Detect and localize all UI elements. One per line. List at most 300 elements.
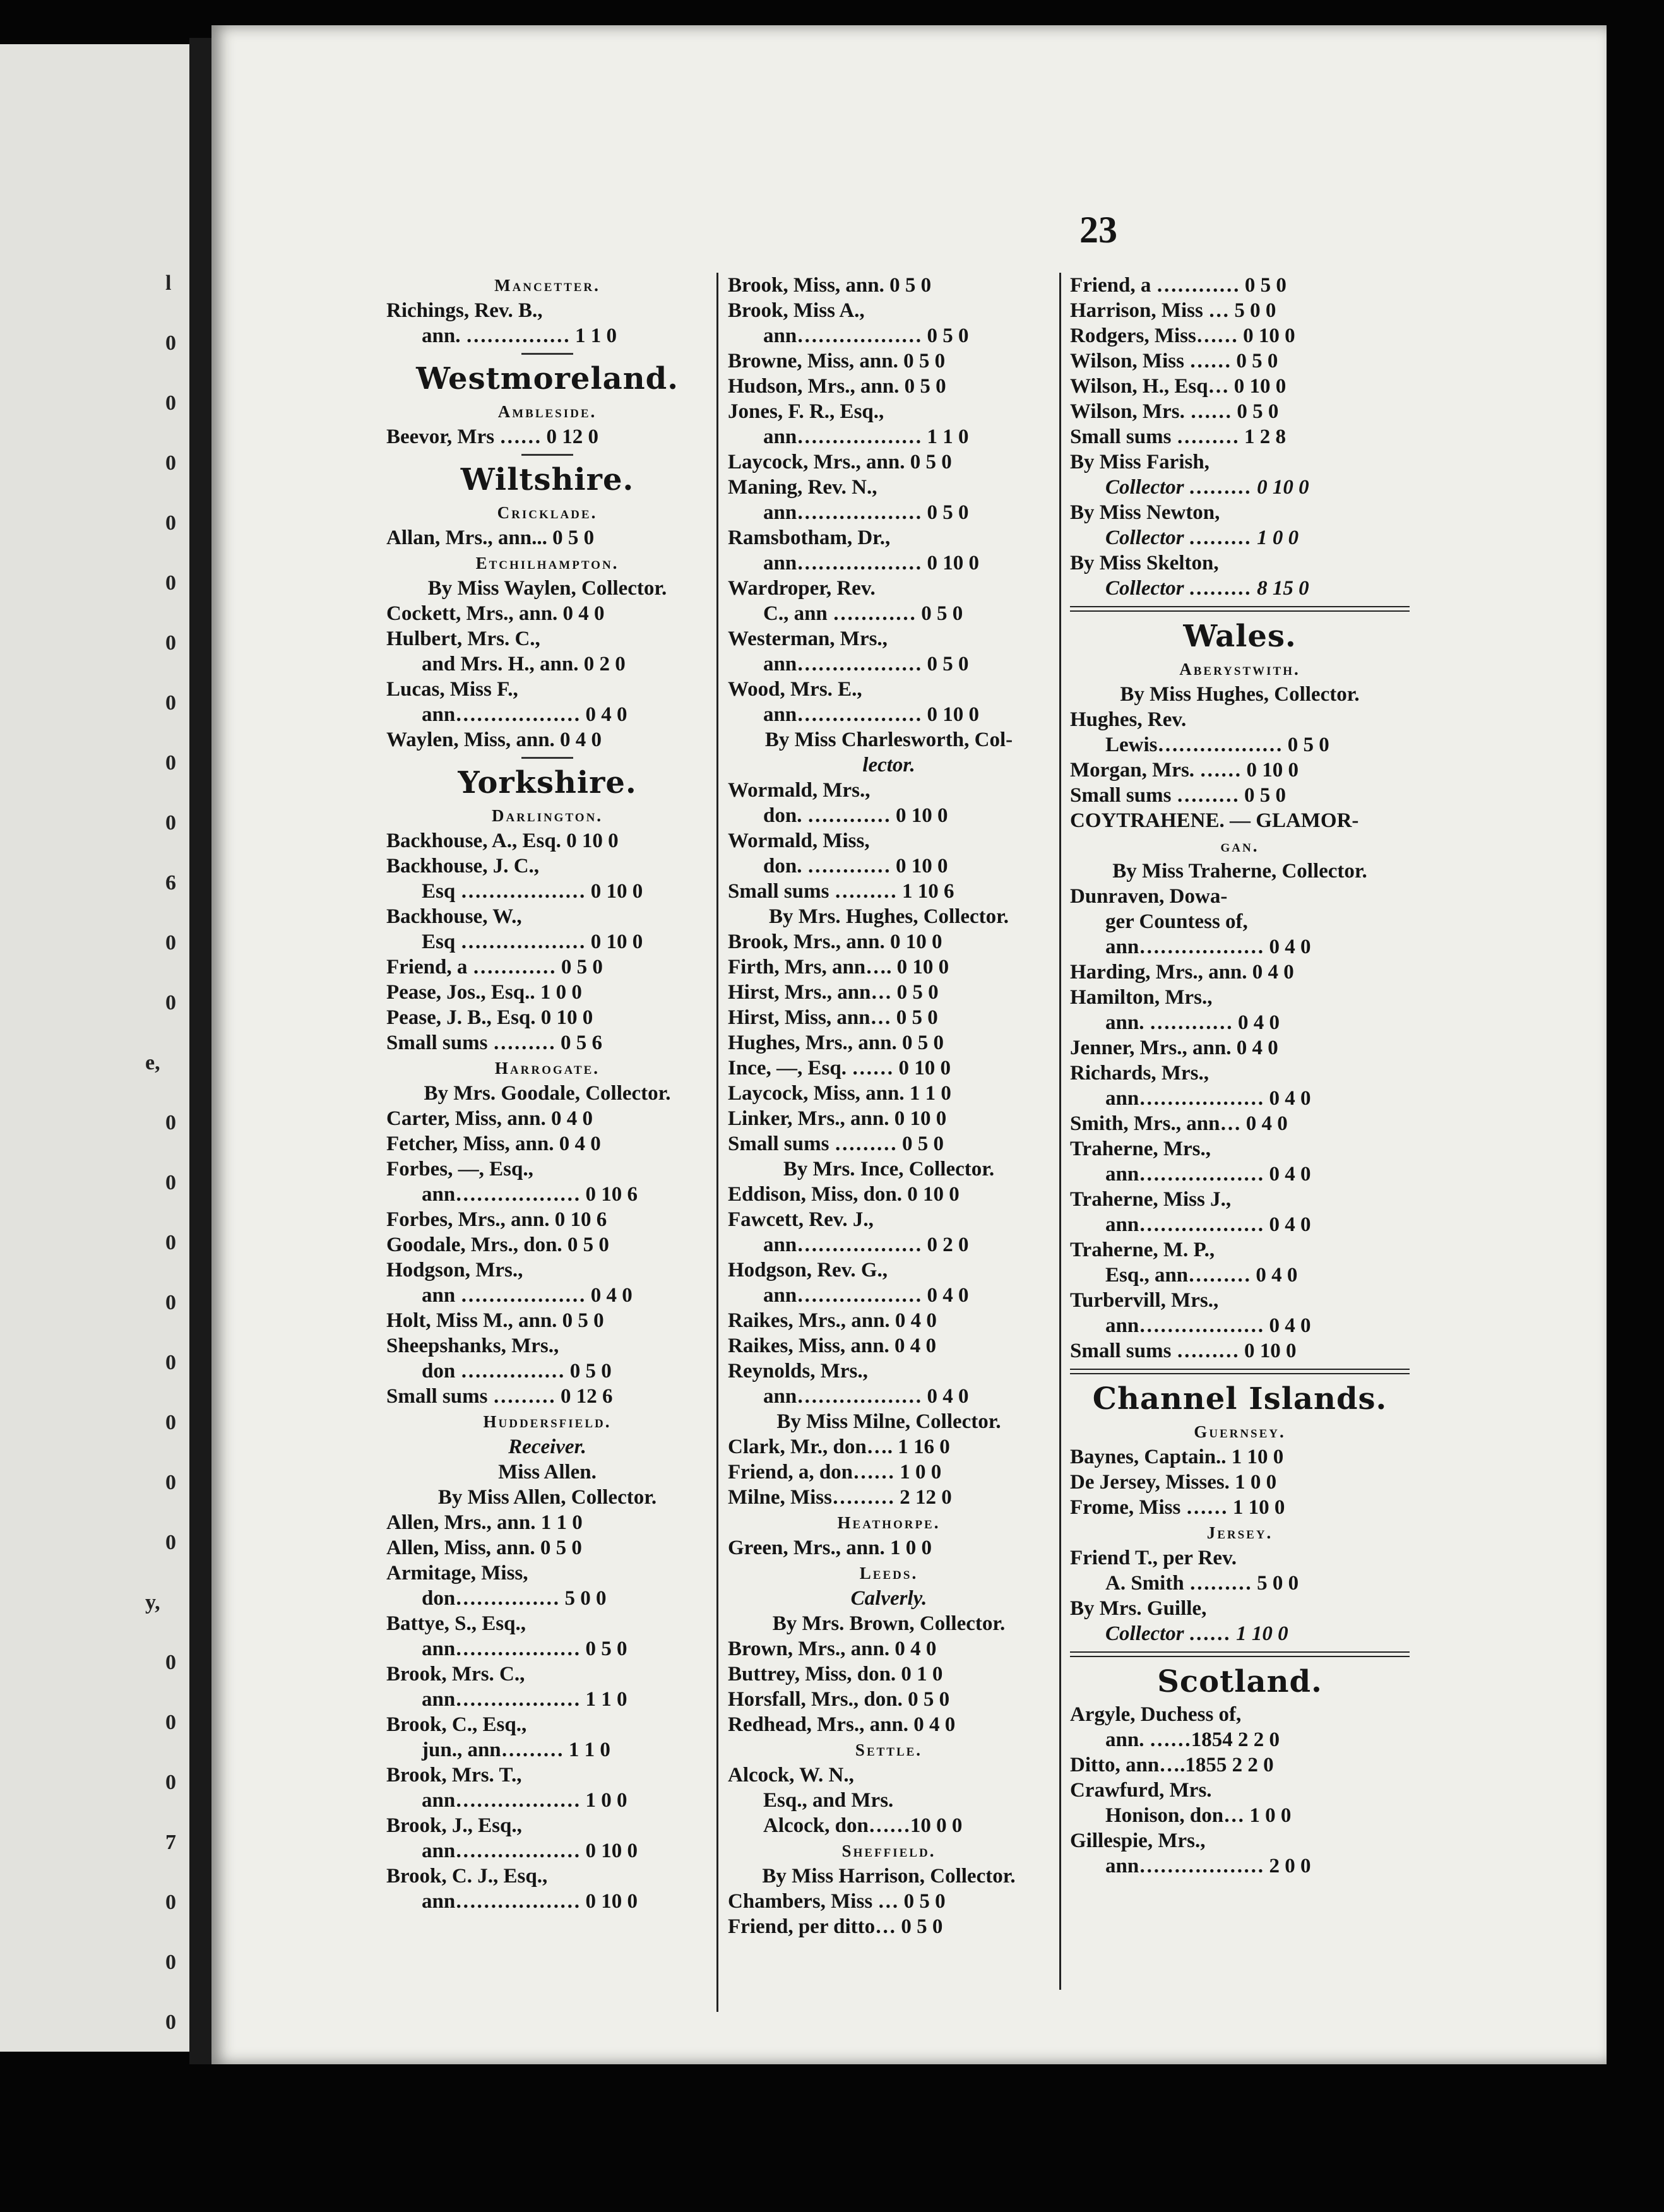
collector-line	[386, 576, 708, 601]
entry-text: Ambleside.	[497, 402, 597, 421]
subscriber-entry	[386, 1838, 708, 1864]
margin-fragment: 0	[165, 931, 176, 954]
entry-text: Hirst, Miss, ann… 0 5 0	[728, 1006, 938, 1029]
collector-line	[1070, 682, 1410, 707]
subscriber-entry	[1070, 1288, 1410, 1313]
subscriber-entry	[1070, 1061, 1410, 1086]
subscriber-entry	[1070, 909, 1410, 934]
subscriber-entry	[728, 1333, 1050, 1359]
entry-text: Brook, Miss, ann. 0 5 0	[728, 274, 932, 297]
collector-line	[728, 1864, 1050, 1889]
entry-text: Westerman, Mrs.,	[728, 627, 888, 650]
subscriber-entry	[386, 1889, 708, 1914]
entry-text: Gillespie, Mrs.,	[1070, 1829, 1206, 1852]
subscriber-entry	[728, 525, 1050, 550]
subscriber-entry	[1070, 1828, 1410, 1853]
margin-fragment: 0	[165, 1531, 176, 1554]
subscriber-entry	[386, 1788, 708, 1813]
entry-text: By Miss Harrison, Collector.	[762, 1865, 1016, 1888]
margin-fragment: 0	[165, 811, 176, 835]
subscriber-entry	[728, 828, 1050, 853]
place-heading	[1070, 833, 1410, 859]
entry-text: Wormald, Mrs.,	[728, 779, 871, 802]
entry-text: ann……………… 1 1 0	[422, 1688, 627, 1711]
entry-text: Hamilton, Mrs.,	[1070, 986, 1213, 1009]
entry-text: Esq ……………… 0 10 0	[422, 880, 643, 903]
entry-text: By Miss Hughes, Collector.	[1120, 683, 1360, 706]
subscriber-entry	[728, 651, 1050, 677]
subscriber-entry	[386, 1005, 708, 1030]
subscriber-entry	[1070, 758, 1410, 783]
margin-fragment: 0	[165, 1771, 176, 1794]
entry-text: Turbervill, Mrs.,	[1070, 1289, 1219, 1312]
entry-text: ann……………… 0 10 0	[422, 1890, 638, 1913]
entry-text: Ramsbotham, Dr.,	[728, 526, 891, 549]
entry-text: Small sums ……… 0 10 0	[1070, 1340, 1297, 1362]
subscriber-entry	[728, 475, 1050, 500]
subscriber-entry	[1070, 1495, 1410, 1520]
subscriber-entry	[1070, 348, 1410, 374]
subscriber-entry	[386, 954, 708, 980]
subscriber-entry	[386, 651, 708, 677]
subscriber-entry	[386, 1636, 708, 1662]
entry-text: Alcock, W. N.,	[728, 1764, 854, 1787]
entry-text: Small sums ……… 0 5 0	[728, 1133, 944, 1155]
subscriber-entry	[386, 1864, 708, 1889]
margin-fragment: 0	[165, 1951, 176, 1974]
entry-text: Collector ……… 0 10 0	[1105, 476, 1309, 499]
subscriber-entry	[1070, 934, 1410, 960]
entry-text: Beevor, Mrs …… 0 12 0	[386, 425, 599, 448]
subscriber-entry	[1070, 1313, 1410, 1338]
margin-fragment: 0	[165, 991, 176, 1014]
margin-fragment: 7	[165, 1831, 176, 1854]
subscriber-entry	[1070, 1212, 1410, 1237]
subscriber-entry	[728, 1687, 1050, 1712]
entry-text: Wilson, Miss …… 0 5 0	[1070, 350, 1278, 372]
county-heading: Westmoreland.	[416, 361, 679, 396]
column-1	[386, 273, 708, 1914]
double-rule	[1070, 601, 1410, 616]
entry-text: and Mrs. H., ann. 0 2 0	[422, 653, 626, 675]
previous-page-edge	[0, 44, 189, 2052]
entry-text: Green, Mrs., ann. 1 0 0	[728, 1537, 932, 1559]
county-heading: Yorkshire.	[458, 765, 637, 800]
subscriber-entry	[1070, 374, 1410, 399]
margin-fragment: 0	[165, 1351, 176, 1374]
collector-line	[728, 727, 1050, 752]
entry-text: Jones, F. R., Esq.,	[728, 400, 884, 423]
entry-text: Huddersfield.	[483, 1412, 612, 1431]
margin-fragment: 0	[165, 1891, 176, 1914]
entry-text: Forbes, Mrs., ann. 0 10 6	[386, 1208, 607, 1231]
place-heading	[386, 550, 708, 576]
entry-text: Small sums ……… 0 5 0	[1070, 784, 1286, 807]
entry-text: ann……………… 0 4 0	[1105, 1087, 1311, 1110]
county-heading: Channel Islands.	[1092, 1381, 1388, 1417]
page-number: 23	[1079, 209, 1117, 251]
subscriber-entry	[1070, 1727, 1410, 1752]
entry-text: Maning, Rev. N.,	[728, 476, 877, 499]
entry-text: ann……………… 0 10 0	[422, 1840, 638, 1862]
entry-text: Settle.	[855, 1740, 923, 1759]
entry-text: Esq ……………… 0 10 0	[422, 931, 643, 953]
margin-fragment: 0	[165, 511, 176, 535]
subscriber-entry	[728, 778, 1050, 803]
margin-fragment: l	[165, 271, 172, 295]
subscriber-entry	[1070, 550, 1410, 576]
subscriber-entry	[728, 550, 1050, 576]
entry-text: Jenner, Mrs., ann. 0 4 0	[1070, 1037, 1278, 1059]
column-rule-1	[716, 273, 718, 2012]
entry-text: don …………… 0 5 0	[422, 1360, 612, 1382]
subscriber-entry	[1070, 1136, 1410, 1162]
entry-text: Allan, Mrs., ann... 0 5 0	[386, 526, 595, 549]
subscriber-entry	[728, 1485, 1050, 1510]
double-rule	[1070, 1364, 1410, 1379]
subscriber-entry	[728, 980, 1050, 1005]
place-heading	[386, 500, 708, 525]
margin-fragment: 0	[165, 691, 176, 715]
subscriber-entry	[1070, 985, 1410, 1010]
subscriber-entry	[1070, 1035, 1410, 1061]
subscriber-entry	[386, 1813, 708, 1838]
entry-text: ann……………… 0 10 0	[763, 552, 979, 574]
entry-text: Linker, Mrs., ann. 0 10 0	[728, 1107, 947, 1130]
subscriber-entry	[1070, 399, 1410, 424]
entry-text: ann……………… 0 4 0	[763, 1284, 969, 1307]
subscriber-entry	[728, 576, 1050, 601]
subscriber-entry	[1070, 1187, 1410, 1212]
subscriber-entry	[386, 1207, 708, 1232]
subscriber-entry	[728, 1889, 1050, 1914]
place-heading	[386, 803, 708, 828]
entry-text: Hulbert, Mrs. C.,	[386, 627, 540, 650]
entry-text: Baynes, Captain.. 1 10 0	[1070, 1446, 1284, 1468]
entry-text: Heathorpe.	[837, 1513, 941, 1532]
entry-text: By Mrs. Hughes, Collector.	[768, 905, 1009, 928]
place-heading	[1070, 1419, 1410, 1444]
collector-line	[1070, 859, 1410, 884]
entry-text: Pease, J. B., Esq. 0 10 0	[386, 1006, 593, 1029]
entry-text: Brook, C., Esq.,	[386, 1713, 527, 1736]
entry-text: ann……………… 0 4 0	[1105, 1213, 1311, 1236]
subscriber-entry	[728, 1030, 1050, 1055]
place-heading	[386, 1055, 708, 1081]
entry-text: Brook, J., Esq.,	[386, 1814, 522, 1837]
place-heading	[386, 1409, 708, 1434]
place-heading	[728, 1737, 1050, 1763]
double-rule	[1070, 1646, 1410, 1662]
subscriber-entry	[728, 1131, 1050, 1157]
entry-text: Darlington.	[491, 806, 603, 825]
subscriber-entry	[1070, 500, 1410, 525]
subscriber-entry	[386, 1384, 708, 1409]
entry-text: By Mrs. Guille,	[1070, 1597, 1207, 1620]
entry-text: Allen, Miss, ann. 0 5 0	[386, 1537, 582, 1559]
margin-fragment: 0	[165, 1111, 176, 1134]
entry-text: Traherne, Mrs.,	[1070, 1138, 1211, 1160]
entry-text: Chambers, Miss … 0 5 0	[728, 1890, 946, 1913]
collector-line	[728, 904, 1050, 929]
column-rule-2	[1059, 273, 1061, 1990]
entry-text: Traherne, M. P.,	[1070, 1239, 1215, 1261]
subscriber-entry	[728, 1914, 1050, 1939]
subscriber-entry	[386, 904, 708, 929]
subscriber-entry	[386, 1737, 708, 1763]
subscriber-entry	[386, 1561, 708, 1586]
entry-text: Rodgers, Miss…… 0 10 0	[1070, 324, 1295, 347]
entry-text: De Jersey, Misses. 1 0 0	[1070, 1471, 1277, 1494]
subscriber-entry	[386, 601, 708, 626]
subscriber-entry	[728, 298, 1050, 323]
subscriber-entry	[386, 677, 708, 702]
entry-text: By Miss Newton,	[1070, 501, 1220, 524]
subscriber-entry	[728, 1308, 1050, 1333]
subscriber-entry	[386, 1510, 708, 1535]
entry-text: Backhouse, J. C.,	[386, 855, 540, 877]
entry-text: Brook, C. J., Esq.,	[386, 1865, 548, 1888]
entry-text: Esq., and Mrs.	[763, 1789, 894, 1812]
subscriber-entry	[1070, 1621, 1410, 1646]
subscriber-entry	[386, 1106, 708, 1131]
subscriber-entry	[728, 929, 1050, 954]
subscriber-entry	[386, 525, 708, 550]
entry-text: Frome, Miss …… 1 10 0	[1070, 1496, 1285, 1519]
margin-fragment: 0	[165, 631, 176, 655]
entry-text: Armitage, Miss,	[386, 1562, 528, 1585]
entry-text: Dunraven, Dowa-	[1070, 885, 1228, 908]
subscriber-entry	[728, 500, 1050, 525]
entry-text: Friend, a, don…… 1 0 0	[728, 1461, 942, 1484]
entry-text: Miss Allen.	[498, 1461, 597, 1484]
subscriber-entry	[386, 929, 708, 954]
county-heading: Scotland.	[1157, 1664, 1322, 1699]
subscriber-entry	[728, 1434, 1050, 1460]
subscriber-entry	[728, 424, 1050, 449]
entry-text: Harding, Mrs., ann. 0 4 0	[1070, 961, 1294, 984]
place-heading	[386, 273, 708, 298]
section-rule	[386, 752, 708, 763]
subscriber-entry	[1070, 1803, 1410, 1828]
entry-text: Firth, Mrs, ann…. 0 10 0	[728, 956, 949, 978]
subscriber-entry	[386, 980, 708, 1005]
subscriber-entry	[386, 323, 708, 348]
margin-fragment: 0	[165, 451, 176, 475]
column-3	[1070, 273, 1410, 1879]
entry-text: Traherne, Miss J.,	[1070, 1188, 1232, 1211]
entry-text: Hirst, Mrs., ann… 0 5 0	[728, 981, 939, 1004]
entry-text: Alcock, don……10 0 0	[763, 1814, 963, 1837]
entry-text: ann……………… 0 4 0	[1105, 1314, 1311, 1337]
entry-text: By Miss Waylen, Collector.	[427, 577, 667, 600]
margin-fragment: 0	[165, 1171, 176, 1194]
subscriber-entry	[728, 1384, 1050, 1409]
margin-fragment: 0	[165, 1471, 176, 1494]
section-rule	[386, 348, 708, 359]
subscriber-entry	[728, 1106, 1050, 1131]
entry-text: Collector ……… 8 15 0	[1105, 577, 1309, 600]
entry-text: Cricklade.	[497, 503, 598, 522]
subscriber-entry	[728, 1055, 1050, 1081]
entry-text: Brown, Mrs., ann. 0 4 0	[728, 1638, 937, 1660]
subscriber-entry	[728, 1232, 1050, 1258]
subscriber-entry	[728, 1081, 1050, 1106]
subscriber-entry	[386, 1232, 708, 1258]
entry-text: Small sums ……… 1 2 8	[1070, 425, 1286, 448]
subscriber-entry	[386, 879, 708, 904]
section-rule	[386, 449, 708, 460]
entry-text: Wood, Mrs. E.,	[728, 678, 862, 701]
entry-text: By Mrs. Ince, Collector.	[783, 1158, 995, 1180]
subscriber-entry	[1070, 1752, 1410, 1778]
entry-text: ann. ……1854 2 2 0	[1105, 1728, 1280, 1751]
collector-line	[728, 1611, 1050, 1636]
entry-text: ann……………… 0 4 0	[763, 1385, 969, 1408]
entry-text: Hudson, Mrs., ann. 0 5 0	[728, 375, 946, 398]
subscriber-entry	[386, 424, 708, 449]
entry-text: Buttrey, Miss, don. 0 1 0	[728, 1663, 943, 1686]
subscriber-entry	[1070, 960, 1410, 985]
subscriber-entry	[386, 1258, 708, 1283]
subscriber-entry	[386, 727, 708, 752]
subscriber-entry	[728, 1788, 1050, 1813]
entry-text: Forbes, —, Esq.,	[386, 1158, 533, 1180]
margin-fragment: 0	[165, 751, 176, 775]
entry-text: Wilson, H., Esq… 0 10 0	[1070, 375, 1287, 398]
subscriber-entry	[728, 954, 1050, 980]
subscriber-entry	[1070, 1338, 1410, 1364]
margin-fragment: 0	[165, 1291, 176, 1314]
subscriber-entry	[728, 374, 1050, 399]
entry-text: Receiver.	[508, 1436, 586, 1458]
subscriber-entry	[1070, 298, 1410, 323]
collector-line	[386, 1485, 708, 1510]
entry-text: Jersey.	[1206, 1523, 1273, 1542]
entry-text: COYTRAHENE. — GLAMOR-	[1070, 809, 1359, 832]
entry-text: ann ……………… 0 4 0	[422, 1284, 633, 1307]
subscriber-entry	[728, 1182, 1050, 1207]
entry-text: Clark, Mr., don…. 1 16 0	[728, 1436, 950, 1458]
entry-text: Reynolds, Mrs.,	[728, 1360, 868, 1382]
subscriber-entry	[728, 399, 1050, 424]
margin-fragment: 0	[165, 571, 176, 595]
entry-text: Milne, Miss……… 2 12 0	[728, 1486, 952, 1509]
subscriber-entry	[728, 601, 1050, 626]
subscriber-entry	[1070, 707, 1410, 732]
margin-fragment: 0	[165, 1411, 176, 1434]
entry-text: ann……………… 1 0 0	[422, 1789, 627, 1812]
entry-text: Small sums ……… 0 12 6	[386, 1385, 613, 1408]
subscriber-entry	[728, 1813, 1050, 1838]
entry-text: Fetcher, Miss, ann. 0 4 0	[386, 1133, 601, 1155]
subscriber-entry	[728, 626, 1050, 651]
entry-text: lector.	[862, 754, 915, 776]
place-heading	[1070, 657, 1410, 682]
entry-text: By Miss Farish,	[1070, 451, 1209, 473]
subscriber-entry	[1070, 525, 1410, 550]
subscriber-entry	[386, 1586, 708, 1611]
entry-text: Friend, per ditto… 0 5 0	[728, 1915, 943, 1938]
subscriber-entry	[1070, 1444, 1410, 1470]
entry-text: ger Countess of,	[1105, 910, 1248, 933]
collector-line	[728, 752, 1050, 778]
subscriber-entry	[386, 1611, 708, 1636]
entry-text: Backhouse, A., Esq. 0 10 0	[386, 830, 619, 852]
entry-text: Brook, Mrs., ann. 0 10 0	[728, 931, 942, 953]
subscriber-entry	[386, 626, 708, 651]
entry-text: ann……………… 0 4 0	[422, 703, 627, 726]
entry-text: By Miss Charlesworth, Col-	[764, 728, 1013, 751]
subscriber-entry	[728, 1460, 1050, 1485]
collector-line	[386, 1460, 708, 1485]
place-heading	[386, 399, 708, 424]
entry-text: Esq., ann……… 0 4 0	[1105, 1264, 1298, 1287]
subscriber-entry	[386, 1157, 708, 1182]
entry-text: Backhouse, W.,	[386, 905, 522, 928]
entry-text: Brook, Miss A.,	[728, 299, 865, 322]
collector-line	[728, 1157, 1050, 1182]
entry-text: Mancetter.	[494, 276, 600, 295]
subscriber-entry	[386, 1182, 708, 1207]
entry-text: Ditto, ann….1855 2 2 0	[1070, 1754, 1274, 1776]
entry-text: don…………… 5 0 0	[422, 1587, 607, 1610]
entry-text: Sheffield.	[841, 1841, 936, 1860]
entry-text: ann……………… 0 2 0	[763, 1234, 969, 1256]
subscriber-entry	[728, 879, 1050, 904]
entry-text: ann……………… 0 5 0	[763, 653, 969, 675]
entry-text: Hodgson, Mrs.,	[386, 1259, 523, 1281]
subscriber-entry	[386, 1535, 708, 1561]
subscriber-entry	[728, 1207, 1050, 1232]
entry-text: Crawfurd, Mrs.	[1070, 1779, 1212, 1802]
subscriber-entry	[386, 1333, 708, 1359]
entry-text: ann……………… 0 4 0	[1105, 1163, 1311, 1186]
entry-text: By Miss Skelton,	[1070, 552, 1219, 574]
entry-text: Brook, Mrs. T.,	[386, 1764, 522, 1787]
entry-text: Ince, —, Esq. …… 0 10 0	[728, 1057, 951, 1079]
collector-line	[386, 1081, 708, 1106]
entry-text: ann. …………… 1 1 0	[422, 324, 617, 347]
subscriber-entry	[386, 1131, 708, 1157]
entry-text: ann……………… 0 4 0	[1105, 936, 1311, 958]
entry-text: Hughes, Rev.	[1070, 708, 1187, 731]
subscriber-entry	[1070, 1111, 1410, 1136]
subscriber-entry	[1070, 323, 1410, 348]
subscriber-entry	[1070, 1162, 1410, 1187]
subscriber-entry	[386, 702, 708, 727]
subscriber-entry	[728, 1712, 1050, 1737]
margin-fragment: e,	[145, 1051, 160, 1074]
entry-text: Laycock, Miss, ann. 1 1 0	[728, 1082, 951, 1105]
entry-text: Allen, Mrs., ann. 1 1 0	[386, 1511, 583, 1534]
entry-text: Lucas, Miss F.,	[386, 678, 518, 701]
subscriber-entry	[728, 1359, 1050, 1384]
margin-fragment: 0	[165, 1711, 176, 1734]
column-2	[728, 273, 1050, 1939]
subscriber-entry	[728, 1005, 1050, 1030]
margin-fragment: y,	[145, 1591, 160, 1614]
entry-text: ann……………… 0 10 0	[763, 703, 979, 726]
subscriber-entry	[386, 828, 708, 853]
subscriber-entry	[728, 1283, 1050, 1308]
margin-fragment: 0	[165, 391, 176, 415]
subscriber-entry	[1070, 1470, 1410, 1495]
entry-text: Smith, Mrs., ann… 0 4 0	[1070, 1112, 1288, 1135]
entry-text: ann……………… 1 1 0	[763, 425, 969, 448]
subscriber-entry	[728, 1662, 1050, 1687]
margin-fragment: 0	[165, 2011, 176, 2034]
